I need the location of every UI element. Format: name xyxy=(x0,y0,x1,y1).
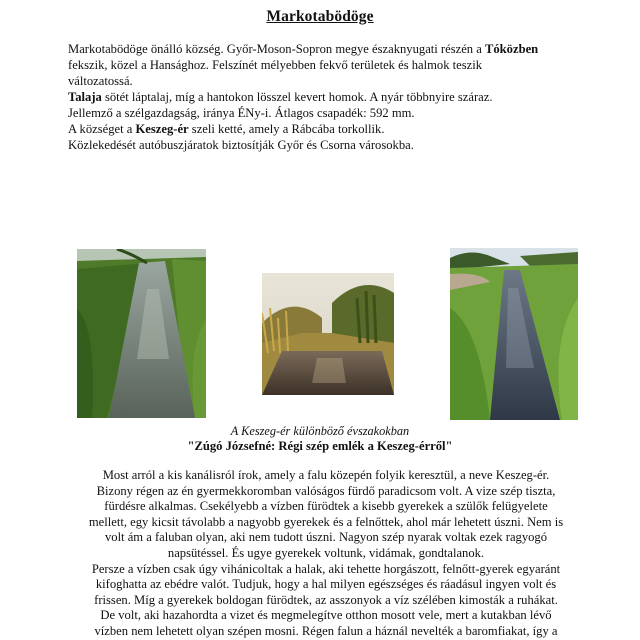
story-line: Persze a vízben csak úgy vihánicoltak a halak, aki tehette horgászott, felnőtt-gyerek egyaránt xyxy=(91,561,561,576)
story-line: vízben nem lehetett olyan szépen mosni. Régen falun a háznál nevelték a baromfiakat, így a xyxy=(94,623,558,638)
intro-line: Jellemző a szélgazdagság, iránya ÉNy-i. Átlagos csapadék: 592 mm. xyxy=(68,106,415,120)
intro-section xyxy=(68,41,588,153)
page-title: Markotabödöge xyxy=(266,8,374,25)
story-line: kifoghatta az ebédre valót. Tudjuk, hogy a hal milyen egészséges és ráadásul ingyen volt és xyxy=(95,577,557,592)
story-line: Bizony régen az én gyermekkoromban valóságos fürdő paradicsom volt. A vize szép tiszta, xyxy=(96,483,556,498)
intro-line: fekszik, közel a Hansághoz. Felszínét mélyebben fekvő területek és halmok teszik xyxy=(68,58,483,72)
story-line: De volt, aki hazahordta a vizet és megmelegítve otthon mosott vele, mert a kutakban lévő xyxy=(100,608,552,623)
intro-text: szeli ketté, amely a Rábcába torkollik. xyxy=(188,122,385,136)
intro-bold-term: Talaja xyxy=(68,90,102,104)
canal-summer-photo xyxy=(77,249,206,418)
story-title: "Zúgó Józsefné: Régi szép emlék a Keszeg-érről" xyxy=(187,439,453,453)
intro-text: A községet a xyxy=(68,122,136,136)
story-line: napsütéssel. És ugye gyerekek voltunk, vidámak, gondtalanok. xyxy=(167,545,485,560)
intro-text: sötét láptalaj, míg a hantokon lösszel kevert homok. A nyár többnyire száraz. xyxy=(101,90,493,104)
intro-bold-term: Keszeg-ér xyxy=(135,122,189,136)
story-line: Most arról a kis kanálisról írok, amely a falu közepén folyik keresztül, a neve Keszeg-ér. xyxy=(102,468,550,482)
story-body xyxy=(62,468,590,640)
intro-line: Közlekedését autóbuszjáratok biztosítják Győr és Csorna városokba. xyxy=(68,138,414,152)
canal-spring-photo xyxy=(450,248,578,420)
intro-line xyxy=(68,121,588,137)
story-line: mellett, egy kicsit távolabb a nagyobb gyerekek és a felnőttek, ahol már lehetett úszni. Nem is xyxy=(88,514,564,529)
story-line: frissen. Míg a gyerekek boldogan fürödtek, az asszonyok a víz szélében kimosták a ruhákat. xyxy=(94,592,558,607)
intro-line xyxy=(68,89,588,105)
intro-line xyxy=(68,41,588,57)
canal-autumn-photo xyxy=(262,273,394,395)
story-line: volt ám a faluban olyan, aki nem tudott úszni. Nagyon szép nyarak voltak ezek ragyogó xyxy=(104,530,548,545)
photo-caption: A Keszeg-ér különböző évszakokban xyxy=(230,424,410,438)
intro-text: Markotabödöge önálló község. Győr-Moson-Sopron megye északnyugati részén a xyxy=(68,42,485,56)
intro-bold-term: Tóközben xyxy=(484,42,539,56)
intro-line: változatossá. xyxy=(68,74,133,88)
story-line: fürdésre alkalmas. Csekélyebb a vízben fürödtek a kisebb gyerekek a szülők felügyelete xyxy=(104,499,548,514)
